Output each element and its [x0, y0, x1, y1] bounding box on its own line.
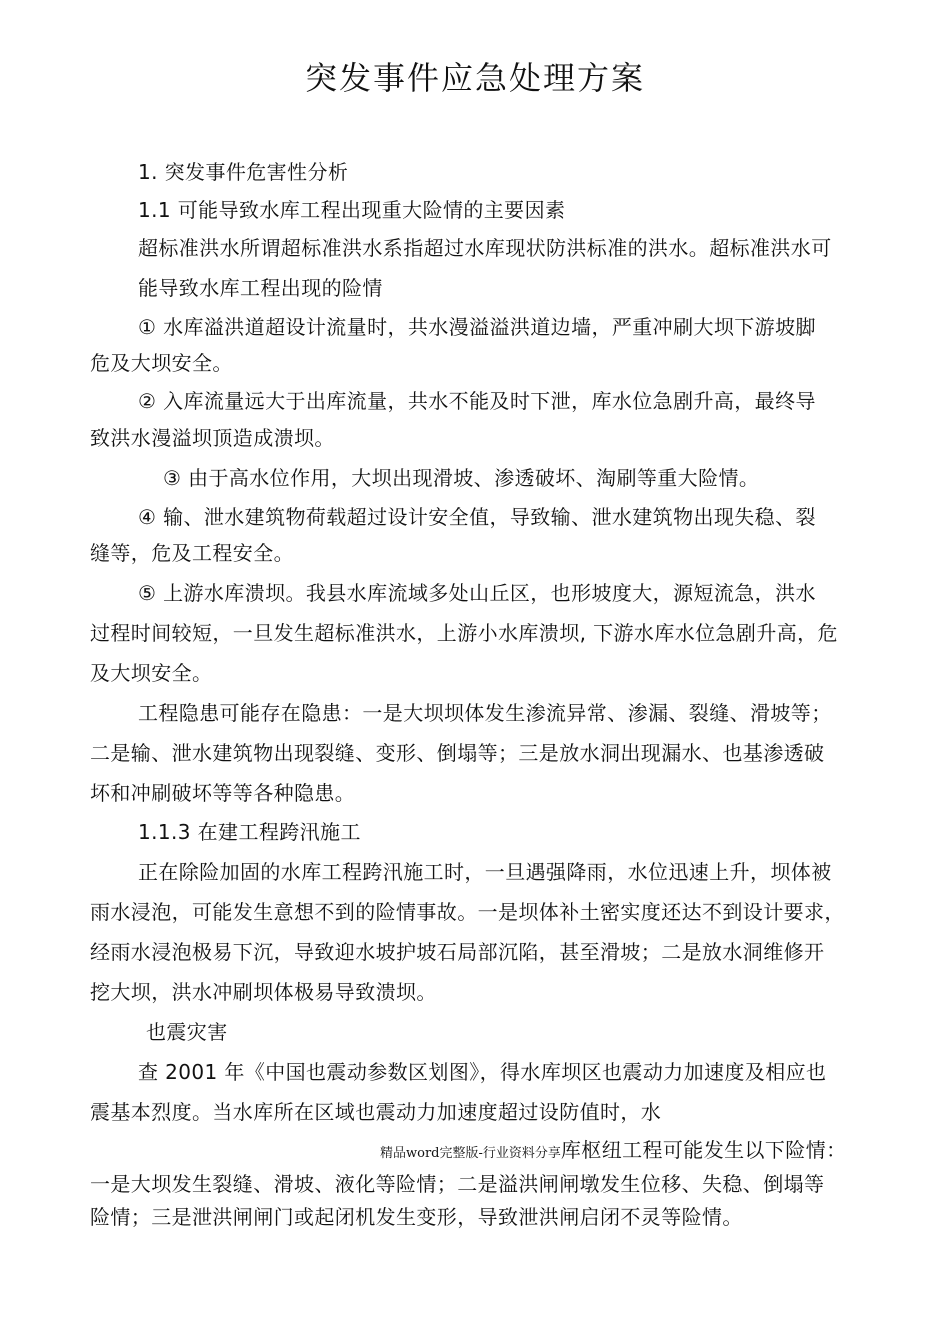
- list-item-line: ⑤ 上游水库溃坝。我县水库流域多处山丘区，也形坡度大，源短流急，洪水: [138, 581, 816, 605]
- body-line: 过程时间较短，一旦发生超标准洪水，上游小水库溃坝, 下游水库水位急剧升高，危: [90, 621, 838, 645]
- body-line: 工程隐患可能存在隐患：一是大坝坝体发生渗流异常、渗漏、裂缝、滑坡等；: [138, 701, 832, 725]
- body-line: 危及大坝安全。: [90, 351, 233, 375]
- body-line: 缝等，危及工程安全。: [90, 541, 294, 565]
- body-line: 一是大坝发生裂缝、滑坡、液化等险情；二是溢洪闸闸墩发生位移、失稳、倒塌等: [90, 1172, 825, 1196]
- body-line: 二是输、泄水建筑物出现裂缝、变形、倒塌等；三是放水洞出现漏水、也基渗透破: [90, 741, 825, 765]
- body-line: 雨水浸泡，可能发生意想不到的险情事故。一是坝体补土密实度还达不到设计要求，: [90, 900, 845, 924]
- subsection-heading: 1.1 可能导致水库工程出现重大险情的主要因素: [138, 198, 566, 222]
- body-line: 震基本烈度。当水库所在区域也震动力加速度超过设防值时，水: [90, 1100, 662, 1124]
- body-line-with-watermark: [380, 1135, 847, 1169]
- subsection-heading: 也震灾害: [146, 1020, 228, 1044]
- subsection-heading: 1.1.3 在建工程跨汛施工: [138, 820, 361, 844]
- list-item-line: ③ 由于高水位作用，大坝出现滑坡、渗透破坏、淘刷等重大险情。: [163, 466, 760, 490]
- body-line: 及大坝安全。: [90, 661, 213, 685]
- body-line: 险情；三是泄洪闸闸门或起闭机发生变形，导致泄洪闸启闭不灵等险情。: [90, 1205, 743, 1229]
- list-item-line: ② 入库流量远大于出库流量，共水不能及时下泄，库水位急剧升高，最终导: [138, 389, 816, 413]
- section-heading: 1. 突发事件危害性分析: [138, 160, 349, 184]
- body-line: 致洪水漫溢坝顶造成溃坝。: [90, 426, 335, 450]
- document-title: 突发事件应急处理方案: [304, 59, 645, 97]
- body-line: 正在除险加固的水库工程跨汛施工时，一旦遇强降雨，水位迅速上升，坝体被: [138, 860, 832, 884]
- body-line: 超标准洪水所谓超标准洪水系指超过水库现状防洪标准的洪水。超标准洪水可: [138, 236, 832, 260]
- body-line: 查 2001 年《中国也震动参数区划图》，得水库坝区也震动力加速度及相应也: [138, 1060, 827, 1084]
- body-line: 挖大坝，洪水冲刷坝体极易导致溃坝。: [90, 980, 437, 1004]
- list-item-line: ④ 输、泄水建筑物荷载超过设计安全值，导致输、泄水建筑物出现失稳、裂: [138, 505, 816, 529]
- body-line: 坏和冲刷破坏等等各种隐患。: [90, 781, 356, 805]
- body-line: 能导致水库工程出现的险情: [138, 276, 383, 300]
- body-text: 库枢纽工程可能发生以下险情：: [560, 1138, 847, 1162]
- list-item-line: ① 水库溢洪道超设计流量时，共水漫溢溢洪道边墙，严重冲刷大坝下游坡脚: [138, 315, 816, 339]
- body-line: 经雨水浸泡极易下沉，导致迎水坡护坡石局部沉陷，甚至滑坡；二是放水洞维修开: [90, 940, 825, 964]
- watermark-text: 精品word完整版-行业资料分享: [380, 1146, 561, 1161]
